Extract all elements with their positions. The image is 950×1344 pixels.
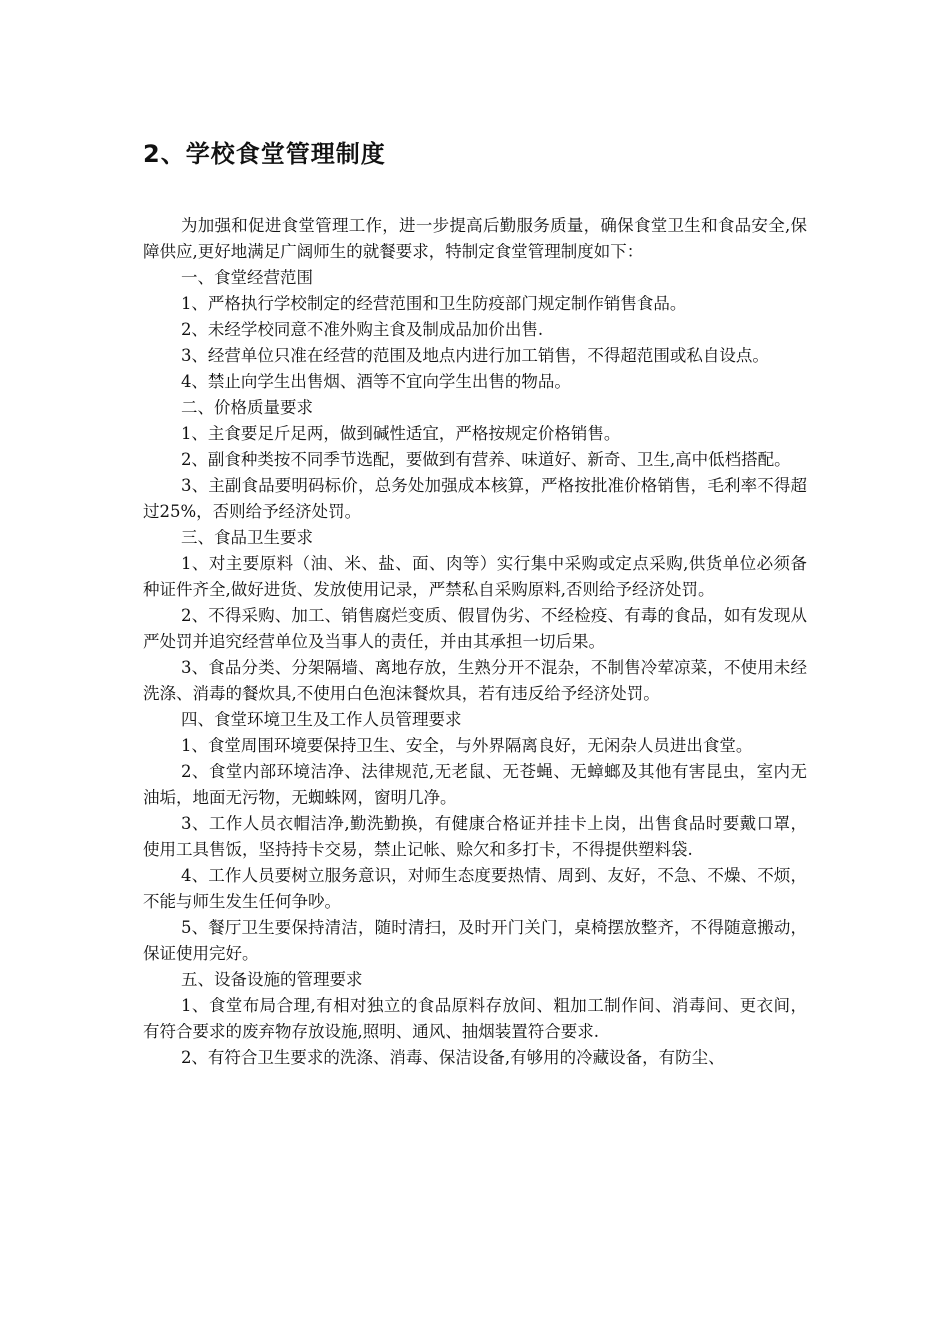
paragraph-5-1: 1、食堂布局合理,有相对独立的食品原料存放间、粗加工制作间、消毒间、更衣间，有符合要求的废弃物存放设施,照明、通风、抽烟装置符合要求. — [143, 996, 807, 1041]
paragraph-2-1: 1、主食要足斤足两，做到碱性适宜，严格按规定价格销售。 — [180, 424, 621, 443]
paragraph-2-3: 3、主副食品要明码标价，总务处加强成本核算，严格按批准价格销售，毛利率不得超过25%，否则给予经济处罚。 — [143, 476, 807, 521]
section-heading-1: 一、食堂经营范围 — [180, 268, 313, 287]
section-heading-2: 二、价格质量要求 — [180, 398, 313, 417]
section-heading-5: 五、设备设施的管理要求 — [180, 970, 363, 989]
paragraph-4-1: 1、食堂周围环境要保持卫生、安全，与外界隔离良好，无闲杂人员进出食堂。 — [180, 736, 753, 755]
section-heading-3: 三、食品卫生要求 — [180, 528, 313, 547]
paragraph-5-2: 2、有符合卫生要求的洗涤、消毒、保洁设备,有够用的冷藏设备，有防尘、 — [180, 1048, 725, 1067]
document-body — [143, 213, 807, 1071]
paragraph-3-3: 3、食品分类、分架隔墙、离地存放，生熟分开不混杂，不制售冷荤凉菜，不使用未经洗涤、消毒的餐炊具,不使用白色泡沫餐炊具，若有违反给予经济处罚。 — [143, 658, 807, 703]
paragraph-1-1: 1、严格执行学校制定的经营范围和卫生防疫部门规定制作销售食品。 — [180, 294, 687, 313]
section-heading-4: 四、食堂环境卫生及工作人员管理要求 — [180, 710, 462, 729]
paragraph-3-2: 2、不得采购、加工、销售腐烂变质、假冒伪劣、不经检疫、有毒的食品，如有发现从严处罚并追究经营单位及当事人的责任，并由其承担一切后果。 — [143, 606, 807, 651]
paragraph-4-3: 3、工作人员衣帽洁净,勤洗勤换，有健康合格证并挂卡上岗，出售食品时要戴口罩，使用工具售饭，坚持持卡交易，禁止记帐、赊欠和多打卡，不得提供塑料袋. — [143, 814, 807, 859]
paragraph-4-2: 2、食堂内部环境洁净、法律规范,无老鼠、无苍蝇、无蟑螂及其他有害昆虫，室内无油垢，地面无污物，无蜘蛛网，窗明几净。 — [143, 762, 807, 807]
paragraph-1-3: 3、经营单位只准在经营的范围及地点内进行加工销售，不得超范围或私自设点。 — [180, 346, 769, 365]
paragraph-3-1: 1、对主要原料（油、米、盐、面、肉等）实行集中采购或定点采购,供货单位必须备种证件齐全,做好进货、发放使用记录，严禁私自采购原料,否则给予经济处罚。 — [143, 554, 807, 599]
document-title: 2、学校食堂管理制度 — [143, 140, 386, 168]
paragraph-1-2: 2、未经学校同意不准外购主食及制成品加价出售. — [180, 320, 544, 339]
paragraph-4-4: 4、工作人员要树立服务意识，对师生态度要热情、周到、友好，不急、不燥、不烦，不能与师生发生任何争吵。 — [143, 866, 807, 911]
paragraph-4-5: 5、餐厅卫生要保持清洁，随时清扫，及时开门关门，桌椅摆放整齐，不得随意搬动，保证使用完好。 — [143, 918, 807, 963]
paragraph-1-4: 4、禁止向学生出售烟、酒等不宜向学生出售的物品。 — [180, 372, 571, 391]
paragraph-2-2: 2、副食种类按不同季节选配，要做到有营养、味道好、新奇、卫生,高中低档搭配。 — [180, 450, 791, 469]
paragraph-intro: 为加强和促进食堂管理工作，进一步提高后勤服务质量，确保食堂卫生和食品安全,保障供应,更好地满足广阔师生的就餐要求，特制定食堂管理制度如下： — [143, 216, 807, 261]
